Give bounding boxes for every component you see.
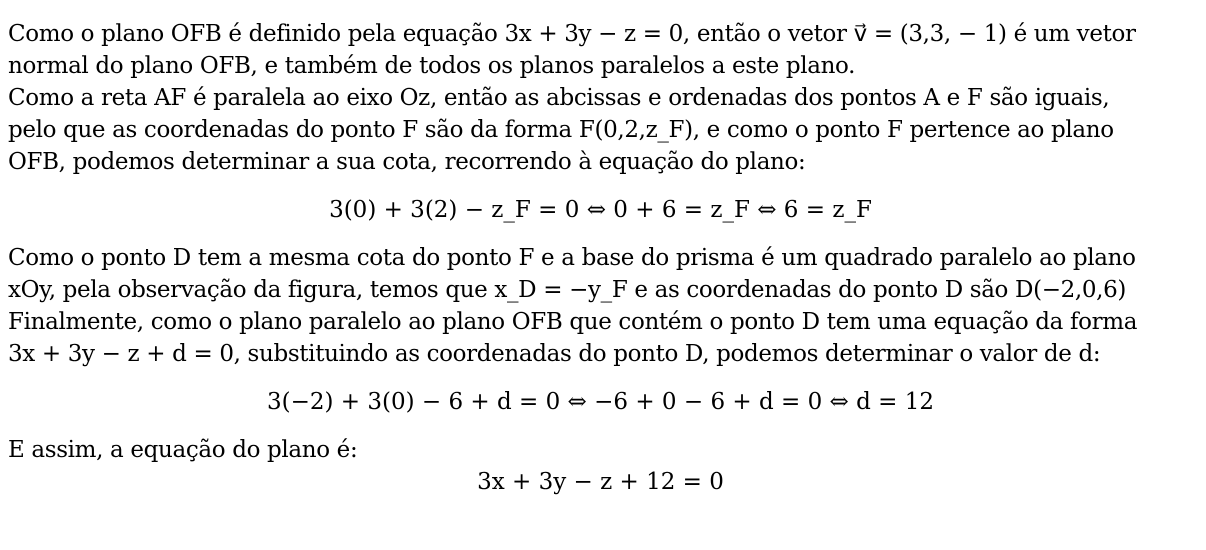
text-line: Como a reta AF é paralela ao eixo Oz, então as abcissas e ordenadas dos pontos A e F são iguais, — [8, 85, 1110, 111]
equation-d-value: 3(−2) + 3(0) − 6 + d = 0 ⇔ −6 + 0 − 6 + d = 0 ⇔ d = 12 — [266, 389, 935, 415]
paragraph-point-f — [8, 82, 1193, 178]
text-line: xOy, pela observação da figura, temos que x_D = −y_F e as coordenadas do ponto D são D(−2,0,6) — [8, 277, 1127, 303]
text-line: Como o plano OFB é definido pela equação 3x + 3y − z = 0, então o vetor v⃗ = (3,3, − 1) é um vetor — [8, 21, 1136, 47]
equation-cota-f: 3(0) + 3(2) − z_F = 0 ⇔ 0 + 6 = z_F ⇔ 6 = z_F — [329, 197, 872, 223]
paragraph-conclusion — [8, 434, 1193, 466]
text-line: 3x + 3y − z + d = 0, substituindo as coordenadas do ponto D, podemos determinar o valor de d: — [8, 341, 1101, 367]
text-line: OFB, podemos determinar a sua cota, recorrendo à equação do plano: — [8, 149, 806, 175]
text-line: Como o ponto D tem a mesma cota do ponto F e a base do prisma é um quadrado paralelo ao plano — [8, 245, 1136, 271]
text-line: E assim, a equação do plano é: — [8, 437, 358, 463]
paragraph-parallel-plane — [8, 306, 1193, 370]
paragraph-point-d — [8, 242, 1193, 306]
paragraph-normal-vector — [8, 18, 1193, 82]
text-line: Finalmente, como o plano paralelo ao plano OFB que contém o ponto D tem uma equação da forma — [8, 309, 1138, 335]
document-page — [8, 18, 1193, 498]
text-line: pelo que as coordenadas do ponto F são da forma F(0,2,z_F), e como o ponto F pertence ao plano — [8, 117, 1114, 143]
text-line: normal do plano OFB, e também de todos os planos paralelos a este plano. — [8, 53, 856, 79]
equation-final-plane: 3x + 3y − z + 12 = 0 — [477, 469, 724, 495]
